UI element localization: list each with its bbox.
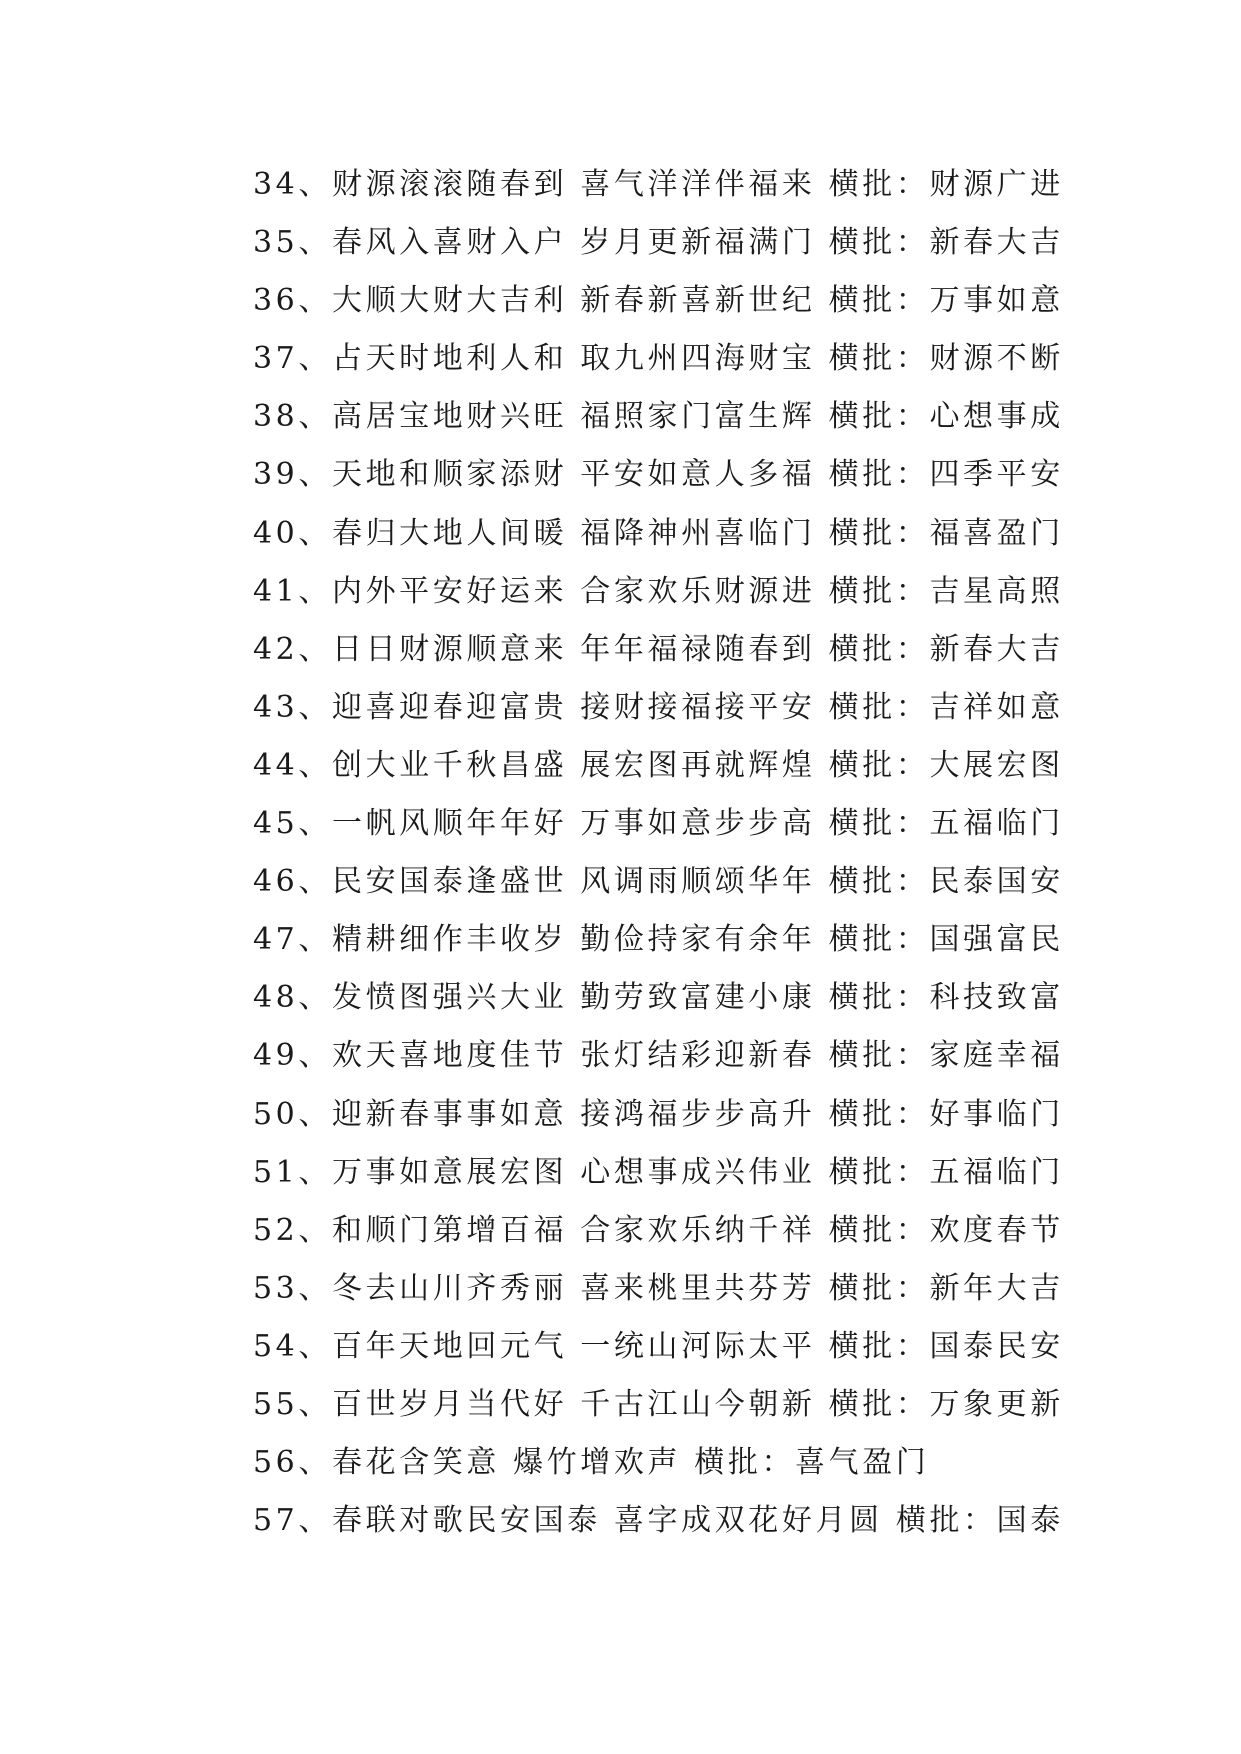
couplet-line: 37、占天时地利人和 取九州四海财宝 横批：财源不断 bbox=[253, 341, 1064, 377]
couplet-line: 50、迎新春事事如意 接鸿福步步高升 横批：好事临门 bbox=[253, 1096, 1064, 1132]
couplet-line: 45、一帆风顺年年好 万事如意步步高 横批：五福临门 bbox=[253, 806, 1064, 842]
couplet-line: 52、和顺门第增百福 合家欢乐纳千祥 横批：欢度春节 bbox=[253, 1212, 1064, 1248]
couplet-line: 56、春花含笑意 爆竹增欢声 横批：喜气盈门 bbox=[253, 1445, 930, 1481]
couplet-line: 53、冬去山川齐秀丽 喜来桃里共芬芳 横批：新年大吉 bbox=[253, 1270, 1064, 1306]
couplet-line: 57、春联对歌民安国泰 喜字成双花好月圆 横批：国泰 bbox=[253, 1503, 1064, 1539]
couplet-line: 46、民安国泰逢盛世 风调雨顺颂华年 横批：民泰国安 bbox=[253, 864, 1064, 900]
couplet-line: 35、春风入喜财入户 岁月更新福满门 横批：新春大吉 bbox=[253, 225, 1064, 261]
couplet-line: 38、高居宝地财兴旺 福照家门富生辉 横批：心想事成 bbox=[253, 399, 1064, 435]
couplet-line: 49、欢天喜地度佳节 张灯结彩迎新春 横批：家庭幸福 bbox=[253, 1038, 1064, 1074]
couplet-line: 39、天地和顺家添财 平安如意人多福 横批：四季平安 bbox=[253, 457, 1064, 493]
couplet-line: 44、创大业千秋昌盛 展宏图再就辉煌 横批：大展宏图 bbox=[253, 747, 1064, 783]
couplet-list bbox=[253, 156, 1064, 1550]
couplet-line: 54、百年天地回元气 一统山河际太平 横批：国泰民安 bbox=[253, 1328, 1064, 1364]
couplet-line: 42、日日财源顺意来 年年福禄随春到 横批：新春大吉 bbox=[253, 631, 1064, 667]
couplet-line: 43、迎喜迎春迎富贵 接财接福接平安 横批：吉祥如意 bbox=[253, 689, 1064, 725]
couplet-line: 36、大顺大财大吉利 新春新喜新世纪 横批：万事如意 bbox=[253, 283, 1064, 319]
couplet-line: 47、精耕细作丰收岁 勤俭持家有余年 横批：国强富民 bbox=[253, 922, 1064, 958]
couplet-line: 51、万事如意展宏图 心想事成兴伟业 横批：五福临门 bbox=[253, 1154, 1064, 1190]
couplet-line: 40、春归大地人间暖 福降神州喜临门 横批：福喜盈门 bbox=[253, 515, 1064, 551]
couplet-line: 34、财源滚滚随春到 喜气洋洋伴福来 横批：财源广进 bbox=[253, 167, 1064, 202]
couplet-line: 48、发愤图强兴大业 勤劳致富建小康 横批：科技致富 bbox=[253, 980, 1064, 1016]
couplet-line: 41、内外平安好运来 合家欢乐财源进 横批：吉星高照 bbox=[253, 573, 1064, 609]
couplet-line: 55、百世岁月当代好 千古江山今朝新 横批：万象更新 bbox=[253, 1386, 1064, 1422]
